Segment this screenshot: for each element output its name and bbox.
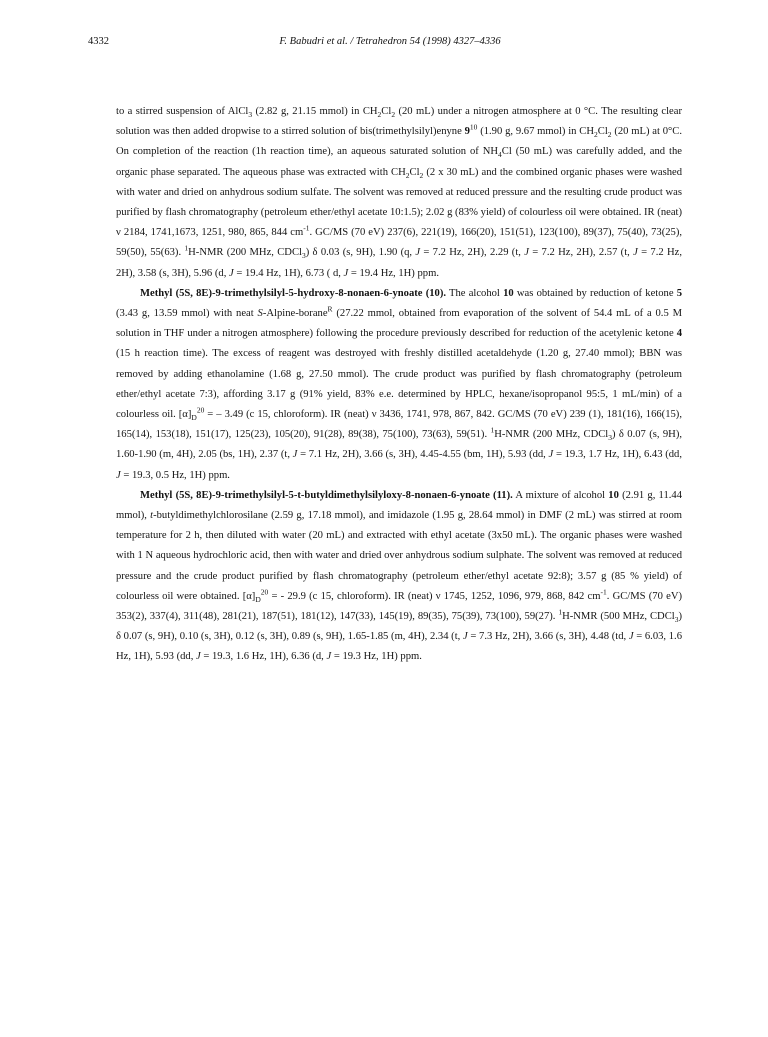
page-number: 4332 [88, 36, 109, 47]
paragraph-compound-11: Methyl (5S, 8E)-9-trimethylsilyl-5-t-butyldimethylsilyloxy-8-nonaen-6-ynoate (11). A mixture of alcohol 10 (2.91 g, 11.44 mmol), t-butyldimethylchlorosilane (2.59 g, 17.18 mmol), and imidazole (1.95 g, 28.64 mmol) in DMF (2 mL) was stirred at room temperature for 2 h, then diluted with water (20 mL) and extracted with ethyl acetate (3x50 mL). The organic phases were washed with 1 N aqueous hydrochloric acid, then with water and dried over anhydrous sodium sulphate. The solvent was removed at reduced pressure and the crude product purified by flash chromatography (petroleum ether/ethyl acetate 92:8); 3.57 g (85 % yield) of colourless oil were obtained. $[\alpha]_D^{20}$ = - 29.9 (c 15, chloroform). IR (neat) ν 1745, 1252, 1096, 979, 868, 842 $cm^{-1}$. GC/MS (70 eV) 353(2), 337(4), 311(48), 281(21), 187(51), 181(12), 147(33), 145(19), 89(35), 75(39), 73(100), 59(27). $^1$H-NMR (500 MHz, CDCl$_3$) δ 0.07 (s, 9H), 0.10 (s, 3H), 0.12 (s, 3H), 0.89 (s, 9H), 1.65-1.85 (m, 4H), 2.34 (t, J = 7.3 Hz, 2H), 3.66 (s, 3H), 4.48 (td, J = 6.03, 1.6 Hz, 1H), 5.93 (dd, J = 19.3, 1.6 Hz, 1H), 6.36 (d, J = 19.3 Hz, 1H) ppm. [116, 489, 683, 663]
paragraph-compound-10: Methyl (5S, 8E)-9-trimethylsilyl-5-hydroxy-8-nonaen-6-ynoate (10). The alcohol 10 was obtained by reduction of ketone 5 (3.43 g, 13.59 mmol) with neat S-Alpine-borane$^R$ (27.22 mmol, obtained from evaporation of the solvent of 54.4 mL of a 0.5 M solution in THF under a nitrogen atmosphere) following the procedure previously described for reduction of the acetylenic ketone 4 (15 h reaction time). The excess of reagent was destroyed with freshly distilled acetaldehyde (1.20 g, 27.40 mmol); BBN was removed by adding ethanolamine (1.68 g, 27.50 mmol). The crude product was purified by flash chromatography (petroleum ether/ethyl acetate 7:3), affording 3.17 g (91% yield, 83% e.e. determined by HPLC, hexane/isopropanol 95:5, 1 mL/min) of a colourless oil. $[\alpha]_D^{20}$ = – 3.49 (c 15, chloroform). IR (neat) ν 3436, 1741, 978, 867, 842. GC/MS (70 eV) 239 (1), 181(16), 166(15), 165(14), 153(18), 151(17), 125(23), 105(20), 91(28), 89(38), 75(100), 73(63), 59(51). $^1$H-NMR (200 MHz, CDCl$_3$) δ 0.07 (s, 9H), 1.60-1.90 (m, 4H), 2.05 (bs, 1H), 2.37 (t, J = 7.1 Hz, 2H), 3.66 (s, 3H), 4.45-4.55 (bm, 1H), 5.93 (dd, J = 19.3, 1.7 Hz, 1H), 6.43 (dd, J = 19.3, 0.5 Hz, 1H) ppm. [116, 287, 683, 481]
compound-heading: Methyl (5S, 8E)-9-trimethylsilyl-5-hydroxy-8-nonaen-6-ynoate (10). [140, 287, 447, 299]
running-head: F. Babudri et al. / Tetrahedron 54 (1998) 4327–4336 [279, 36, 501, 47]
page-header [88, 36, 692, 52]
paragraph-experimental-9-continued: to a stirred suspension of AlCl$_3$ (2.82 g, 21.15 mmol) in $CH_2Cl_2$ (20 mL) under a nitrogen atmosphere at 0 °C. The resulting clear solution was then added dropwise to a stirred solution of bis(trimethylsilyl)enyne $9^{10}$ (1.90 g, 9.67 mmol) in $CH_2Cl_2$ (20 mL) at 0°C. On completion of the reaction (1h reaction time), an aqueous saturated solution of $NH_4Cl$ (50 mL) was carefully added, and the organic phase separated. The aqueous phase was extracted with $CH_2Cl_2$ (2 x 30 mL) and the combined organic phases were washed with water and dried on anhydrous sodium sulfate. The solvent was removed at reduced pressure and the resulting crude product was purified by flash chromatography (petroleum ether/ethyl acetate 10:1.5); 2.02 g (83% yield) of colourless oil were obtained. IR (neat) ν 2184, 1741,1673, 1251, 980, 865, 844 $cm^{-1}$. GC/MS (70 eV) 237(6), 221(19), 166(20), 151(51), 123(100), 89(37), 75(40), 73(25), 59(50), 55(63). $^1$H-NMR (200 MHz, CDCl$_3$) δ 0.03 (s, 9H), 1.90 (q, J = 7.2 Hz, 2H), 2.29 (t, J = 7.2 Hz, 2H), 2.57 (t, J = 7.2 Hz, 2H), 3.58 (s, 3H), 5.96 (d, J = 19.4 Hz, 1H), 6.73 ( d, J = 19.4 Hz, 1H) ppm. [116, 106, 682, 279]
article-body [116, 102, 682, 668]
compound-heading: Methyl (5S, 8E)-9-trimethylsilyl-5-t-butyldimethylsilyloxy-8-nonaen-6-ynoate (11). [140, 489, 513, 501]
